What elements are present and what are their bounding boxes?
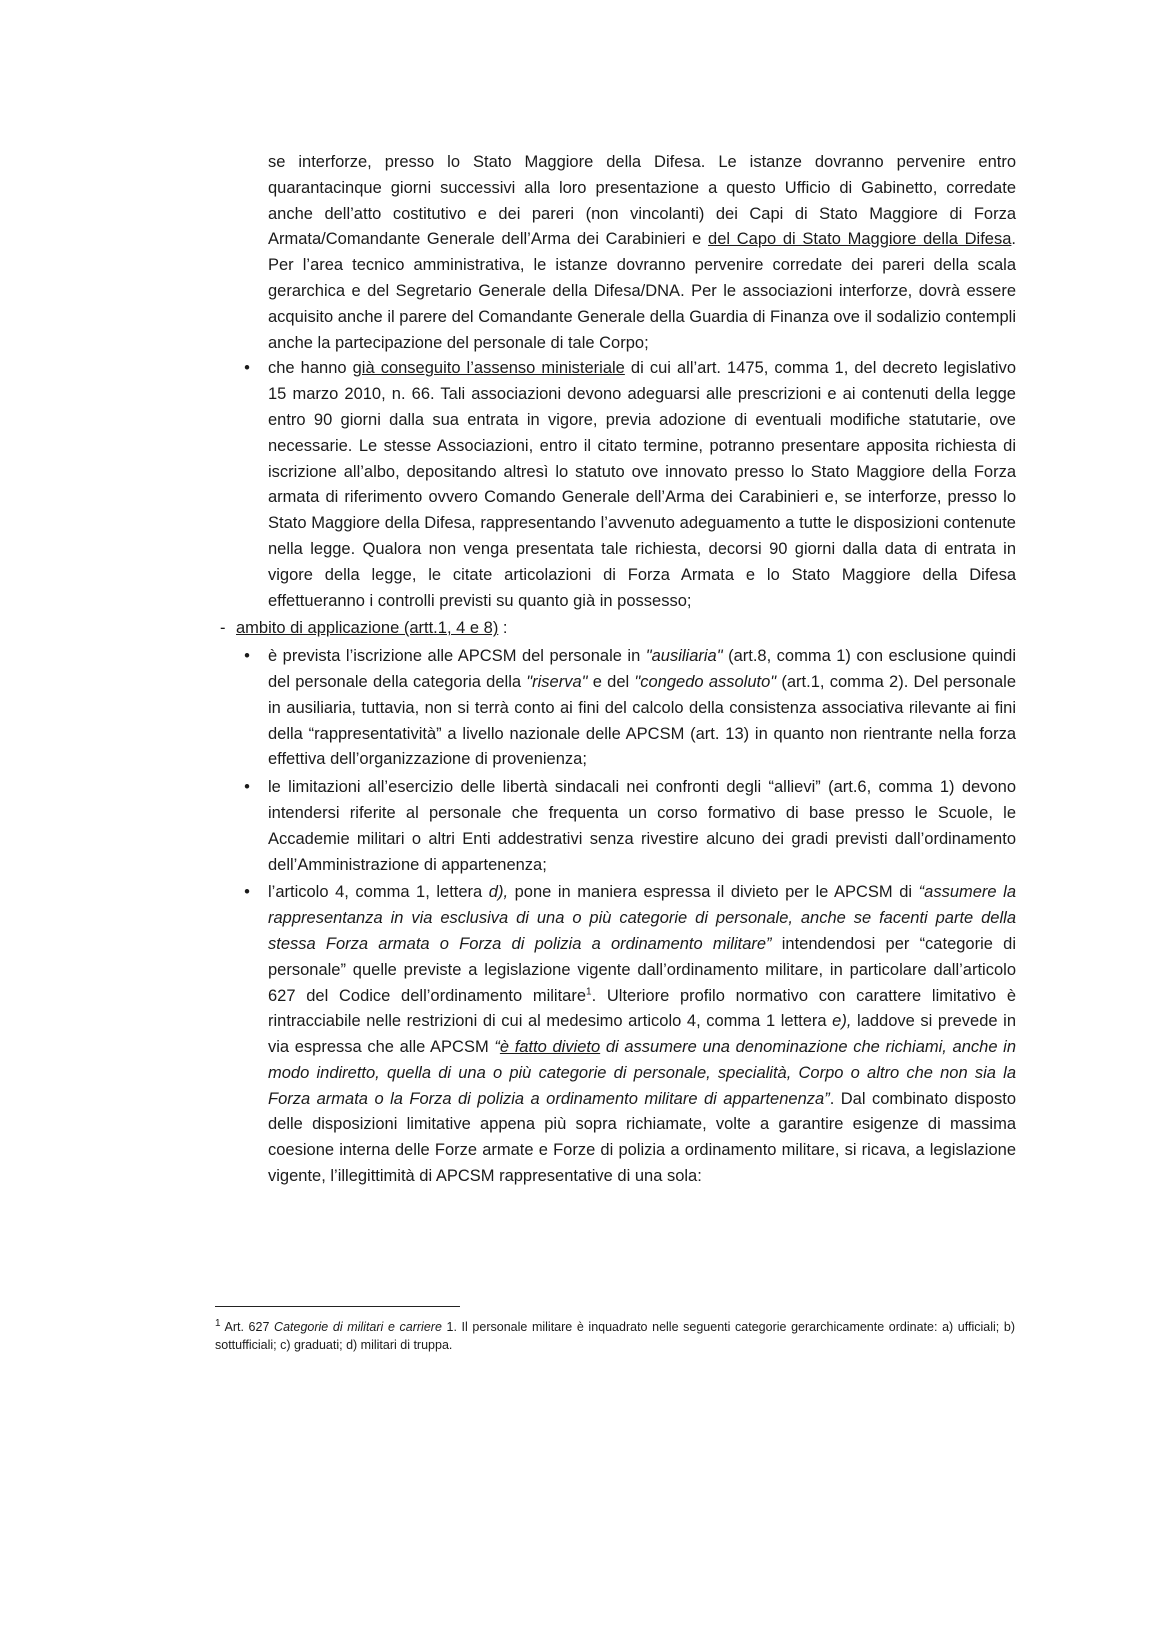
bullet-icon: • [244, 359, 250, 378]
body-text [220, 150, 1017, 1192]
item-italic-underlined: è fatto divieto [499, 1038, 601, 1057]
item-text: le limitazioni all’esercizio delle libertà sindacali nei confronti degli “allievi” (art.6, comma 1) devono intendersi riferite al personale che frequenta un corso formativo di base presso le Scuole, le Accademie militari o altri Enti addestrativi senza rivestire alcuno dei gradi previsti dall’ordinamento dell’Amministrazione di appartenenza; [268, 778, 1016, 874]
footnote [215, 1318, 1015, 1354]
intro-tail: . Per l’area tecnico amministrativa, le istanze dovranno pervenire corredate dei pareri della scala gerarchica e del Segretario Generale della Difesa/DNA. Per le associazioni interforze, dovrà essere acquisito anche il parere del Comandante Generale della Guardia di Finanza ove il sodalizio contempli anche la partecipazione del personale di tale Corpo; [268, 230, 1016, 352]
list-item [244, 775, 1016, 878]
footnote-ref: 1 [586, 986, 592, 997]
item-text: . Ulteriore profilo normativo con carattere limitativo è rintracciabile nelle restrizioni di cui al medesimo articolo 4, comma 1 lettera [268, 986, 1017, 1031]
footnote-number: 1 [215, 1317, 221, 1329]
section-heading-suffix: : [498, 619, 508, 638]
list-item [244, 880, 1017, 1190]
section-heading [220, 616, 1016, 642]
item-text: intendendosi per “categorie di personale” quelle previste a legislazione vigente dall’ordinamento militare, in particolare dall’articolo 627 del Codice dell’ordinamento militare [268, 934, 1016, 1005]
list-item [244, 356, 1017, 614]
item-text: che hanno [268, 359, 353, 378]
dash-icon: - [220, 619, 226, 638]
item-italic: “ [494, 1038, 500, 1057]
item-text: è prevista l’iscrizione alle APCSM del personale in [268, 647, 646, 666]
intro-underlined: del Capo di Stato Maggiore della Difesa [708, 230, 1012, 249]
bullet-list-b [244, 644, 1017, 1190]
item-italic: "congedo assoluto" [634, 672, 777, 691]
intro-text: se interforze, presso lo Stato Maggiore della Difesa. Le istanze dovranno pervenire entro quarantacinque giorni successivi alla loro presentazione a questo Ufficio di Gabinetto, corredate anche dell’atto costitutivo e dei pareri (non vincolanti) dei Capi di Stato Maggiore di Forza Armata/Comandante Generale dell’Arma dei Carabinieri e [268, 153, 1016, 249]
bullet-icon: • [244, 883, 250, 902]
item-italic: "ausiliaria" [645, 647, 723, 666]
list-item [244, 644, 1016, 773]
bullet-icon: • [244, 647, 250, 666]
item-italic: di assumere una denominazione che richiami, anche in modo indiretto, quella di una o più categorie di personale, specialità, Corpo o altro che non sia la Forza armata o la Forza di polizia a ordinamento militare di appartenenza” [268, 1038, 1016, 1108]
section-heading-text: ambito di applicazione (artt.1, 4 e 8) [236, 619, 499, 638]
bullet-list-a [244, 356, 1017, 614]
intro-paragraph [268, 150, 1016, 356]
footnote-text: Art. 627 [220, 1320, 275, 1334]
item-text: pone in maniera espressa il divieto per le APCSM di [508, 883, 919, 902]
item-italic: e), [832, 1012, 852, 1031]
item-italic: d), [488, 883, 509, 902]
bullet-icon: • [244, 778, 250, 797]
item-italic: “assumere la rappresentanza in via esclusiva di una o più categorie di personale, anche se facenti parte della stessa Forza armata o Forza di polizia a ordinamento militare” [268, 883, 1016, 953]
item-text: e del [587, 672, 635, 691]
item-text: l’articolo 4, comma 1, lettera [268, 883, 489, 902]
item-text: di cui all’art. 1475, comma 1, del decreto legislativo 15 marzo 2010, n. 66. Tali associazioni devono adeguarsi alle prescrizioni e ai contenuti della legge entro 90 giorni dalla sua entrata in vigore, previa adozione di eventuali modifiche statutarie, ove necessarie. Le stesse Associazioni, entro il citato termine, potranno presentare apposita richiesta di iscrizione all’albo, depositando altresì lo statuto ove innovato presso lo Stato Maggiore della Forza armata di riferimento ovvero Comando Generale dell’Arma dei Carabinieri e, se interforze, presso lo Stato Maggiore della Difesa, rappresentando l’avvenuto adeguamento a tutte le disposizioni contenute nella legge. Qualora non venga presentata tale richiesta, decorsi 90 giorni dalla data di entrata in vigore della legge, le citate articolazioni di Forza Armata e lo Stato Maggiore della Difesa effettueranno i controlli previsti su quanto già in possesso; [268, 359, 1017, 610]
item-text: (art.1, comma 2). Del personale in ausiliaria, tuttavia, non si terrà conto ai fini del calcolo della consistenza associativa rilevante ai fini della “rappresentatività” a livello nazionale delle APCSM (art. 13) in quanto non rientrante nella forza effettiva dell’organizzazione di provenienza; [268, 672, 1016, 769]
item-text: . Dal combinato disposto delle disposizioni limitative appena più sopra richiamate, volte a garantire esigenze di massima coesione interna delle Forze armate e Forze di polizia a ordinamento militare, si ricava, a legislazione vigente, l’illegittimità di APCSM rappresentative di una sola: [268, 1089, 1016, 1186]
item-text: laddove si prevede in via espressa che alle APCSM [268, 1012, 1016, 1057]
footnote-italic: Categorie di militari e carriere [274, 1320, 442, 1334]
item-text: (art.8, comma 1) con esclusione quindi del personale della categoria della [268, 647, 1016, 691]
footnote-text: 1. Il personale militare è inquadrato nelle seguenti categorie gerarchicamente ordinate: a) ufficiali; b) sottufficiali; c) graduati; d) militari di truppa. [215, 1320, 1015, 1352]
item-italic: "riserva" [526, 672, 588, 691]
item-underlined: già conseguito l’assenso ministeriale [352, 359, 625, 378]
footnote-divider [215, 1306, 460, 1307]
